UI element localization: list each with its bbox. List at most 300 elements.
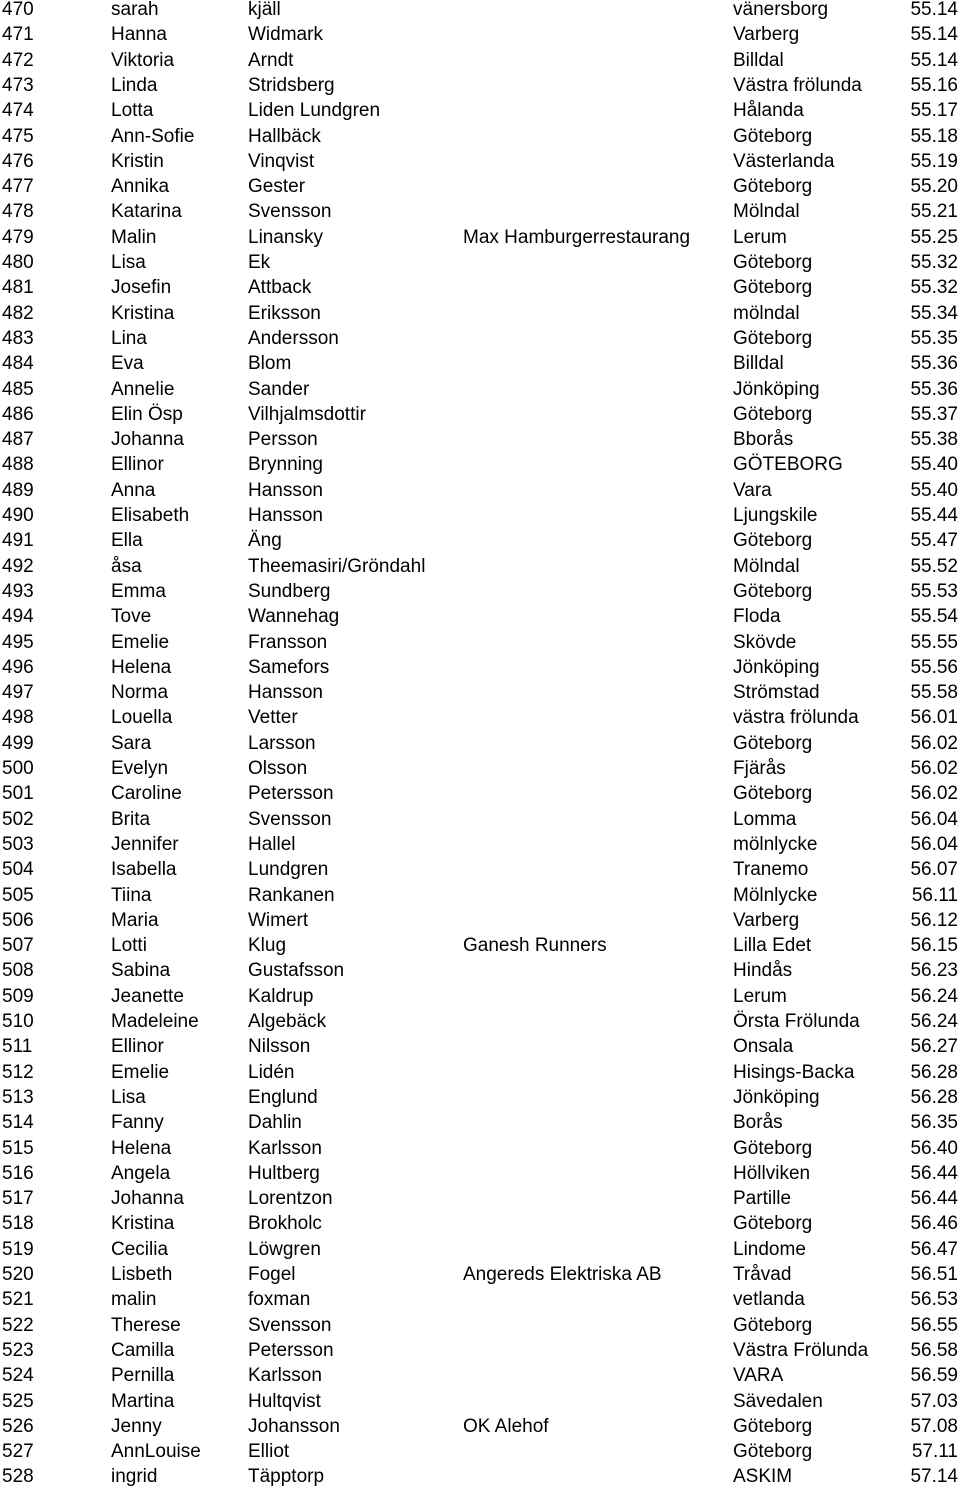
- last-name-cell: Petersson: [248, 783, 334, 805]
- first-name-cell: Louella: [111, 707, 173, 729]
- first-name-cell: Sabina: [111, 960, 171, 982]
- city-cell: Tråvad: [733, 1264, 792, 1285]
- city-cell: Jönköping: [733, 378, 820, 400]
- time-cell: 56.11: [911, 884, 958, 906]
- city-cell: Höllviken: [733, 1162, 811, 1184]
- time-cell: 55.54: [910, 606, 958, 628]
- first-name-cell: Martina: [111, 1390, 175, 1412]
- city-cell: Bborås: [733, 429, 794, 451]
- last-name-cell: Sundberg: [248, 580, 331, 602]
- last-name-cell: Svensson: [248, 201, 332, 223]
- first-name-cell: Madeleine: [111, 1011, 199, 1032]
- last-name-cell: Lundgren: [248, 859, 329, 881]
- city-cell: Ljungskile: [733, 505, 818, 526]
- first-name-cell: Jenny: [111, 1415, 162, 1437]
- place-cell: 504: [2, 859, 34, 881]
- time-cell: 56.59: [910, 1365, 958, 1387]
- city-cell: Onsala: [733, 1036, 794, 1058]
- result-row: [0, 151, 960, 176]
- result-row: [0, 581, 960, 606]
- first-name-cell: Angela: [111, 1162, 171, 1184]
- result-row: [0, 632, 960, 657]
- first-name-cell: Katarina: [111, 201, 182, 223]
- first-name-cell: Jennifer: [111, 833, 179, 855]
- first-name-cell: Johanna: [111, 429, 184, 451]
- place-cell: 476: [2, 150, 34, 172]
- last-name-cell: Stridsberg: [248, 74, 335, 96]
- place-cell: 483: [2, 327, 34, 349]
- city-cell: Billdal: [733, 353, 784, 375]
- time-cell: 55.40: [910, 479, 958, 501]
- place-cell: 486: [2, 403, 34, 425]
- place-cell: 490: [2, 505, 34, 526]
- city-cell: mölndal: [733, 302, 800, 324]
- last-name-cell: Gustafsson: [248, 960, 345, 982]
- last-name-cell: Eriksson: [248, 302, 321, 324]
- result-row: [0, 935, 960, 960]
- place-cell: 485: [2, 378, 34, 400]
- first-name-cell: Hanna: [111, 24, 167, 46]
- city-cell: Varberg: [733, 909, 800, 931]
- last-name-cell: Hansson: [248, 682, 323, 704]
- first-name-cell: Maria: [111, 909, 159, 931]
- first-name-cell: Kristina: [111, 1213, 175, 1235]
- place-cell: 497: [2, 682, 34, 704]
- result-row: [0, 404, 960, 429]
- last-name-cell: Hallel: [248, 833, 296, 855]
- first-name-cell: Helena: [111, 1137, 172, 1159]
- time-cell: 56.51: [910, 1264, 958, 1285]
- result-row: [0, 75, 960, 100]
- club-cell: Max Hamburgerrestaurang: [463, 226, 691, 248]
- last-name-cell: Wannehag: [248, 606, 340, 628]
- result-row: [0, 252, 960, 277]
- city-cell: Skövde: [733, 631, 797, 653]
- time-cell: 55.40: [910, 454, 958, 476]
- first-name-cell: Lisa: [111, 252, 146, 273]
- first-name-cell: Fanny: [111, 1112, 164, 1134]
- place-cell: 517: [2, 1188, 34, 1210]
- place-cell: 498: [2, 707, 34, 729]
- place-cell: 507: [2, 935, 34, 957]
- result-row: [0, 176, 960, 201]
- place-cell: 519: [2, 1238, 34, 1260]
- city-cell: Göteborg: [733, 1415, 813, 1437]
- last-name-cell: Löwgren: [248, 1238, 321, 1260]
- city-cell: Västra frölunda: [733, 74, 862, 96]
- last-name-cell: foxman: [248, 1289, 311, 1311]
- first-name-cell: Kristin: [111, 150, 164, 172]
- result-row: [0, 960, 960, 985]
- result-row: [0, 859, 960, 884]
- first-name-cell: Lisa: [111, 1086, 146, 1108]
- first-name-cell: Linda: [111, 74, 158, 96]
- first-name-cell: Emelie: [111, 1061, 170, 1083]
- city-cell: Strömstad: [733, 682, 820, 704]
- last-name-cell: Lidén: [248, 1061, 295, 1083]
- first-name-cell: Ella: [111, 530, 143, 552]
- time-cell: 55.53: [910, 580, 958, 602]
- time-cell: 56.02: [910, 732, 958, 754]
- place-cell: 473: [2, 74, 34, 96]
- time-cell: 55.19: [910, 150, 958, 172]
- time-cell: 56.28: [910, 1061, 958, 1083]
- result-row: [0, 1011, 960, 1036]
- city-cell: Mölndal: [733, 201, 800, 223]
- city-cell: Göteborg: [733, 125, 813, 147]
- first-name-cell: sarah: [111, 0, 159, 20]
- city-cell: Jönköping: [733, 1086, 820, 1108]
- city-cell: Hålanda: [733, 100, 804, 122]
- club-cell: OK Alehof: [463, 1415, 549, 1437]
- city-cell: Varberg: [733, 24, 800, 46]
- place-cell: 526: [2, 1415, 34, 1437]
- time-cell: 55.34: [910, 302, 958, 324]
- last-name-cell: kjäll: [248, 0, 281, 20]
- city-cell: Lerum: [733, 226, 787, 248]
- last-name-cell: Karlsson: [248, 1365, 322, 1387]
- time-cell: 55.32: [910, 252, 958, 273]
- result-row: [0, 429, 960, 454]
- time-cell: 55.55: [910, 631, 958, 653]
- result-row: [0, 1112, 960, 1137]
- first-name-cell: Annelie: [111, 378, 175, 400]
- result-row: [0, 1087, 960, 1112]
- first-name-cell: Ann-Sofie: [111, 125, 195, 147]
- result-row: [0, 277, 960, 302]
- first-name-cell: Emelie: [111, 631, 170, 653]
- time-cell: 55.25: [910, 226, 958, 248]
- first-name-cell: Elin Ösp: [111, 403, 183, 425]
- time-cell: 56.04: [910, 833, 958, 855]
- time-cell: 56.55: [910, 1314, 958, 1336]
- place-cell: 487: [2, 429, 34, 451]
- time-cell: 56.04: [910, 808, 958, 830]
- time-cell: 57.14: [910, 1466, 958, 1488]
- place-cell: 520: [2, 1264, 34, 1285]
- result-row: [0, 379, 960, 404]
- first-name-cell: Ellinor: [111, 1036, 164, 1058]
- place-cell: 475: [2, 125, 34, 147]
- last-name-cell: Svensson: [248, 1314, 332, 1336]
- first-name-cell: Kristina: [111, 302, 175, 324]
- last-name-cell: Petersson: [248, 1339, 334, 1361]
- result-row: [0, 1188, 960, 1213]
- first-name-cell: Viktoria: [111, 49, 175, 71]
- place-cell: 518: [2, 1213, 34, 1235]
- place-cell: 502: [2, 808, 34, 830]
- club-cell: Ganesh Runners: [463, 935, 607, 957]
- city-cell: VARA: [733, 1365, 784, 1387]
- first-name-cell: Lotti: [111, 935, 147, 957]
- city-cell: Göteborg: [733, 1314, 813, 1336]
- result-row: [0, 100, 960, 125]
- result-row: [0, 1239, 960, 1264]
- first-name-cell: Anna: [111, 479, 156, 501]
- last-name-cell: Vilhjalmsdottir: [248, 403, 366, 425]
- first-name-cell: Emma: [111, 580, 166, 602]
- city-cell: Göteborg: [733, 1441, 813, 1463]
- time-cell: 55.37: [910, 403, 958, 425]
- place-cell: 525: [2, 1390, 34, 1412]
- time-cell: 56.27: [910, 1036, 958, 1058]
- city-cell: vetlanda: [733, 1289, 805, 1311]
- first-name-cell: Caroline: [111, 783, 182, 805]
- last-name-cell: Andersson: [248, 327, 339, 349]
- last-name-cell: Johansson: [248, 1415, 340, 1437]
- first-name-cell: Lisbeth: [111, 1264, 173, 1285]
- place-cell: 492: [2, 555, 34, 577]
- city-cell: Göteborg: [733, 783, 813, 805]
- city-cell: Borås: [733, 1112, 783, 1134]
- city-cell: Hindås: [733, 960, 793, 982]
- result-row: [0, 1416, 960, 1441]
- city-cell: Västerlanda: [733, 150, 835, 172]
- result-row: [0, 556, 960, 581]
- last-name-cell: Olsson: [248, 758, 308, 779]
- last-name-cell: Blom: [248, 353, 292, 375]
- result-row: [0, 328, 960, 353]
- last-name-cell: Nilsson: [248, 1036, 311, 1058]
- result-row: [0, 480, 960, 505]
- place-cell: 512: [2, 1061, 34, 1083]
- place-cell: 474: [2, 100, 34, 122]
- time-cell: 56.46: [910, 1213, 958, 1235]
- first-name-cell: Jeanette: [111, 985, 184, 1007]
- time-cell: 56.07: [910, 859, 958, 881]
- place-cell: 480: [2, 252, 34, 273]
- last-name-cell: Svensson: [248, 808, 332, 830]
- last-name-cell: Persson: [248, 429, 318, 451]
- place-cell: 491: [2, 530, 34, 552]
- place-cell: 494: [2, 606, 34, 628]
- last-name-cell: Gester: [248, 176, 306, 198]
- place-cell: 511: [2, 1036, 33, 1058]
- place-cell: 515: [2, 1137, 34, 1159]
- time-cell: 56.02: [910, 783, 958, 805]
- result-row: [0, 910, 960, 935]
- last-name-cell: Brynning: [248, 454, 323, 476]
- last-name-cell: Algebäck: [248, 1011, 327, 1032]
- time-cell: 56.53: [910, 1289, 958, 1311]
- club-cell: Angereds Elektriska AB: [463, 1264, 662, 1285]
- last-name-cell: Brokholc: [248, 1213, 322, 1235]
- result-row: [0, 1365, 960, 1390]
- city-cell: mölnlycke: [733, 833, 818, 855]
- city-cell: Mölnlycke: [733, 884, 818, 906]
- time-cell: 56.58: [910, 1339, 958, 1361]
- time-cell: 55.32: [910, 277, 958, 299]
- time-cell: 56.44: [910, 1162, 958, 1184]
- result-row: [0, 1289, 960, 1314]
- last-name-cell: Elliot: [248, 1441, 290, 1463]
- last-name-cell: Linansky: [248, 226, 323, 248]
- time-cell: 56.40: [910, 1137, 958, 1159]
- result-row: [0, 657, 960, 682]
- city-cell: Göteborg: [733, 580, 813, 602]
- city-cell: Jönköping: [733, 656, 820, 678]
- result-row: [0, 606, 960, 631]
- place-cell: 470: [2, 0, 34, 20]
- time-cell: 56.15: [910, 935, 958, 957]
- place-cell: 488: [2, 454, 34, 476]
- place-cell: 499: [2, 732, 34, 754]
- last-name-cell: Lorentzon: [248, 1188, 333, 1210]
- result-row: [0, 885, 960, 910]
- city-cell: Göteborg: [733, 176, 813, 198]
- first-name-cell: Camilla: [111, 1339, 175, 1361]
- last-name-cell: Hultberg: [248, 1162, 320, 1184]
- place-cell: 510: [2, 1011, 34, 1032]
- last-name-cell: Dahlin: [248, 1112, 302, 1134]
- time-cell: 55.52: [910, 555, 958, 577]
- time-cell: 56.24: [910, 985, 958, 1007]
- result-row: [0, 1264, 960, 1289]
- last-name-cell: Sander: [248, 378, 310, 400]
- city-cell: ASKIM: [733, 1466, 793, 1488]
- place-cell: 477: [2, 176, 34, 198]
- city-cell: Hisings-Backa: [733, 1061, 855, 1083]
- city-cell: Göteborg: [733, 252, 813, 273]
- time-cell: 55.47: [910, 530, 958, 552]
- place-cell: 527: [2, 1441, 34, 1463]
- time-cell: 55.36: [910, 378, 958, 400]
- last-name-cell: Hansson: [248, 479, 323, 501]
- first-name-cell: Lotta: [111, 100, 154, 122]
- place-cell: 513: [2, 1086, 34, 1108]
- city-cell: Fjärås: [733, 758, 786, 779]
- last-name-cell: Vetter: [248, 707, 298, 729]
- result-row: [0, 1163, 960, 1188]
- result-row: [0, 1062, 960, 1087]
- place-cell: 516: [2, 1162, 34, 1184]
- first-name-cell: AnnLouise: [111, 1441, 201, 1463]
- time-cell: 55.14: [910, 24, 958, 46]
- city-cell: Göteborg: [733, 277, 813, 299]
- result-row: [0, 530, 960, 555]
- result-row: [0, 0, 960, 24]
- city-cell: Örsta Frölunda: [733, 1011, 860, 1032]
- last-name-cell: Hultqvist: [248, 1390, 321, 1412]
- time-cell: 56.02: [910, 758, 958, 779]
- first-name-cell: Tove: [111, 606, 152, 628]
- time-cell: 56.01: [910, 707, 958, 729]
- time-cell: 55.56: [910, 656, 958, 678]
- first-name-cell: Pernilla: [111, 1365, 175, 1387]
- last-name-cell: Larsson: [248, 732, 316, 754]
- last-name-cell: Liden Lundgren: [248, 100, 381, 122]
- last-name-cell: Vinqvist: [248, 150, 315, 172]
- place-cell: 523: [2, 1339, 34, 1361]
- time-cell: 57.03: [910, 1390, 958, 1412]
- result-row: [0, 707, 960, 732]
- result-row: [0, 1315, 960, 1340]
- time-cell: 55.58: [910, 682, 958, 704]
- last-name-cell: Kaldrup: [248, 985, 314, 1007]
- result-row: [0, 126, 960, 151]
- first-name-cell: Josefin: [111, 277, 172, 299]
- result-row: [0, 353, 960, 378]
- result-row: [0, 454, 960, 479]
- last-name-cell: Attback: [248, 277, 312, 299]
- result-row: [0, 682, 960, 707]
- first-name-cell: Ellinor: [111, 454, 164, 476]
- time-cell: 55.20: [910, 176, 958, 198]
- place-cell: 478: [2, 201, 34, 223]
- result-row: [0, 834, 960, 859]
- city-cell: Billdal: [733, 49, 784, 71]
- last-name-cell: Ek: [248, 252, 271, 273]
- result-row: [0, 1391, 960, 1416]
- city-cell: Lerum: [733, 985, 787, 1007]
- result-row: [0, 1138, 960, 1163]
- city-cell: Vara: [733, 479, 772, 501]
- city-cell: vänersborg: [733, 0, 829, 20]
- first-name-cell: Norma: [111, 682, 169, 704]
- last-name-cell: Rankanen: [248, 884, 335, 906]
- last-name-cell: Fogel: [248, 1264, 296, 1285]
- time-cell: 55.35: [910, 327, 958, 349]
- city-cell: Lilla Edet: [733, 935, 812, 957]
- place-cell: 472: [2, 49, 34, 71]
- result-row: [0, 1466, 960, 1491]
- result-row: [0, 783, 960, 808]
- result-row: [0, 201, 960, 226]
- last-name-cell: Englund: [248, 1086, 318, 1108]
- city-cell: Sävedalen: [733, 1390, 823, 1412]
- first-name-cell: Helena: [111, 656, 172, 678]
- result-row: [0, 303, 960, 328]
- first-name-cell: ingrid: [111, 1466, 158, 1488]
- place-cell: 503: [2, 833, 34, 855]
- first-name-cell: Johanna: [111, 1188, 184, 1210]
- city-cell: Floda: [733, 606, 781, 628]
- city-cell: Västra Frölunda: [733, 1339, 869, 1361]
- first-name-cell: Brita: [111, 808, 151, 830]
- time-cell: 56.24: [910, 1011, 958, 1032]
- result-row: [0, 1340, 960, 1365]
- first-name-cell: åsa: [111, 555, 142, 577]
- result-row: [0, 24, 960, 49]
- place-cell: 501: [2, 783, 34, 805]
- time-cell: 55.44: [910, 505, 958, 526]
- city-cell: Partille: [733, 1188, 792, 1210]
- place-cell: 506: [2, 909, 34, 931]
- place-cell: 493: [2, 580, 34, 602]
- last-name-cell: Hansson: [248, 505, 323, 526]
- result-row: [0, 227, 960, 252]
- last-name-cell: Fransson: [248, 631, 328, 653]
- city-cell: Göteborg: [733, 1137, 813, 1159]
- last-name-cell: Widmark: [248, 24, 323, 46]
- time-cell: 55.14: [910, 49, 958, 71]
- result-row: [0, 733, 960, 758]
- last-name-cell: Klug: [248, 935, 287, 957]
- time-cell: 55.16: [910, 74, 958, 96]
- time-cell: 56.23: [910, 960, 958, 982]
- last-name-cell: Äng: [248, 530, 282, 552]
- place-cell: 484: [2, 353, 34, 375]
- place-cell: 514: [2, 1112, 34, 1134]
- place-cell: 481: [2, 277, 34, 299]
- time-cell: 55.38: [910, 429, 958, 451]
- result-row: [0, 809, 960, 834]
- city-cell: GÖTEBORG: [733, 454, 843, 476]
- last-name-cell: Täpptorp: [248, 1466, 325, 1488]
- result-row: [0, 1213, 960, 1238]
- result-row: [0, 505, 960, 530]
- last-name-cell: Karlsson: [248, 1137, 322, 1159]
